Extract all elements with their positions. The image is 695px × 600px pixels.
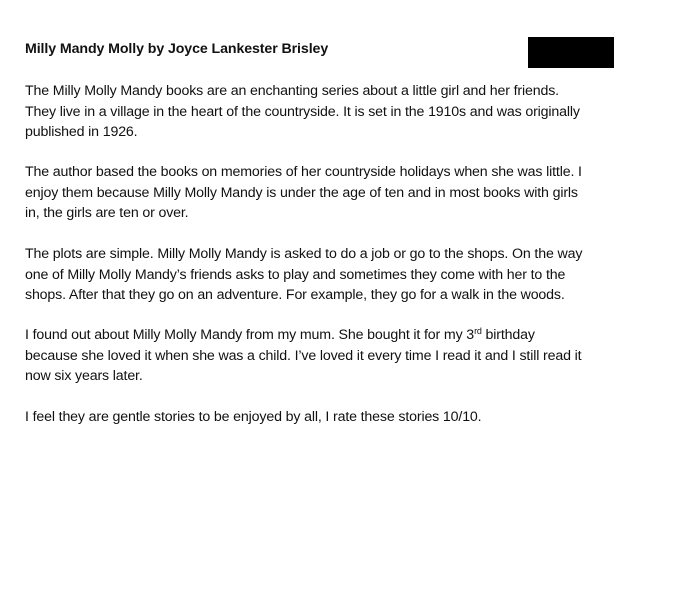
paragraph-discovery [25,325,665,387]
paragraph-line: The plots are simple. Milly Molly Mandy is asked to do a job or go to the shops. On the way [25,246,583,262]
paragraph-line: I feel they are gentle stories to be enjoyed by all, I rate these stories 10/10. [25,409,482,425]
paragraph-line: one of Milly Molly Mandy’s friends asks to play and sometimes they come with her to the [25,266,566,283]
paragraph-line: shops. After that they go on an adventure. For example, they go for a walk in the woods. [25,287,565,303]
paragraph-rating [25,407,665,428]
paragraph-intro [25,81,665,143]
document-title: Milly Mandy Molly by Joyce Lankester Brisley [25,41,329,57]
redaction-box [528,37,614,68]
paragraph-line: because she loved it when she was a child. I’ve loved it every time I read it and I still read it [25,347,582,364]
paragraph-author [25,162,665,224]
line-text: birthday [481,327,535,343]
paragraph-line: They live in a village in the heart of the countryside. It is set in the 1910s and was originally [25,103,580,120]
paragraph-plots [25,244,665,306]
line-text: I found out about Milly Molly Mandy from my mum. She bought it for my 3 [25,327,475,343]
paragraph-line: in, the girls are ten or over. [25,205,189,221]
paragraph-line: published in 1926. [25,124,138,140]
paragraph-line [25,325,665,346]
ordinal-superscript: rd [474,326,482,336]
paragraph-line: The author based the books on memories of her countryside holidays when she was little. I [25,164,582,180]
paragraph-line: enjoy them because Milly Molly Mandy is under the age of ten and in most books with girls [25,184,578,201]
paragraph-line: now six years later. [25,368,143,384]
paragraph-line: The Milly Molly Mandy books are an enchanting series about a little girl and her friends. [25,83,559,99]
